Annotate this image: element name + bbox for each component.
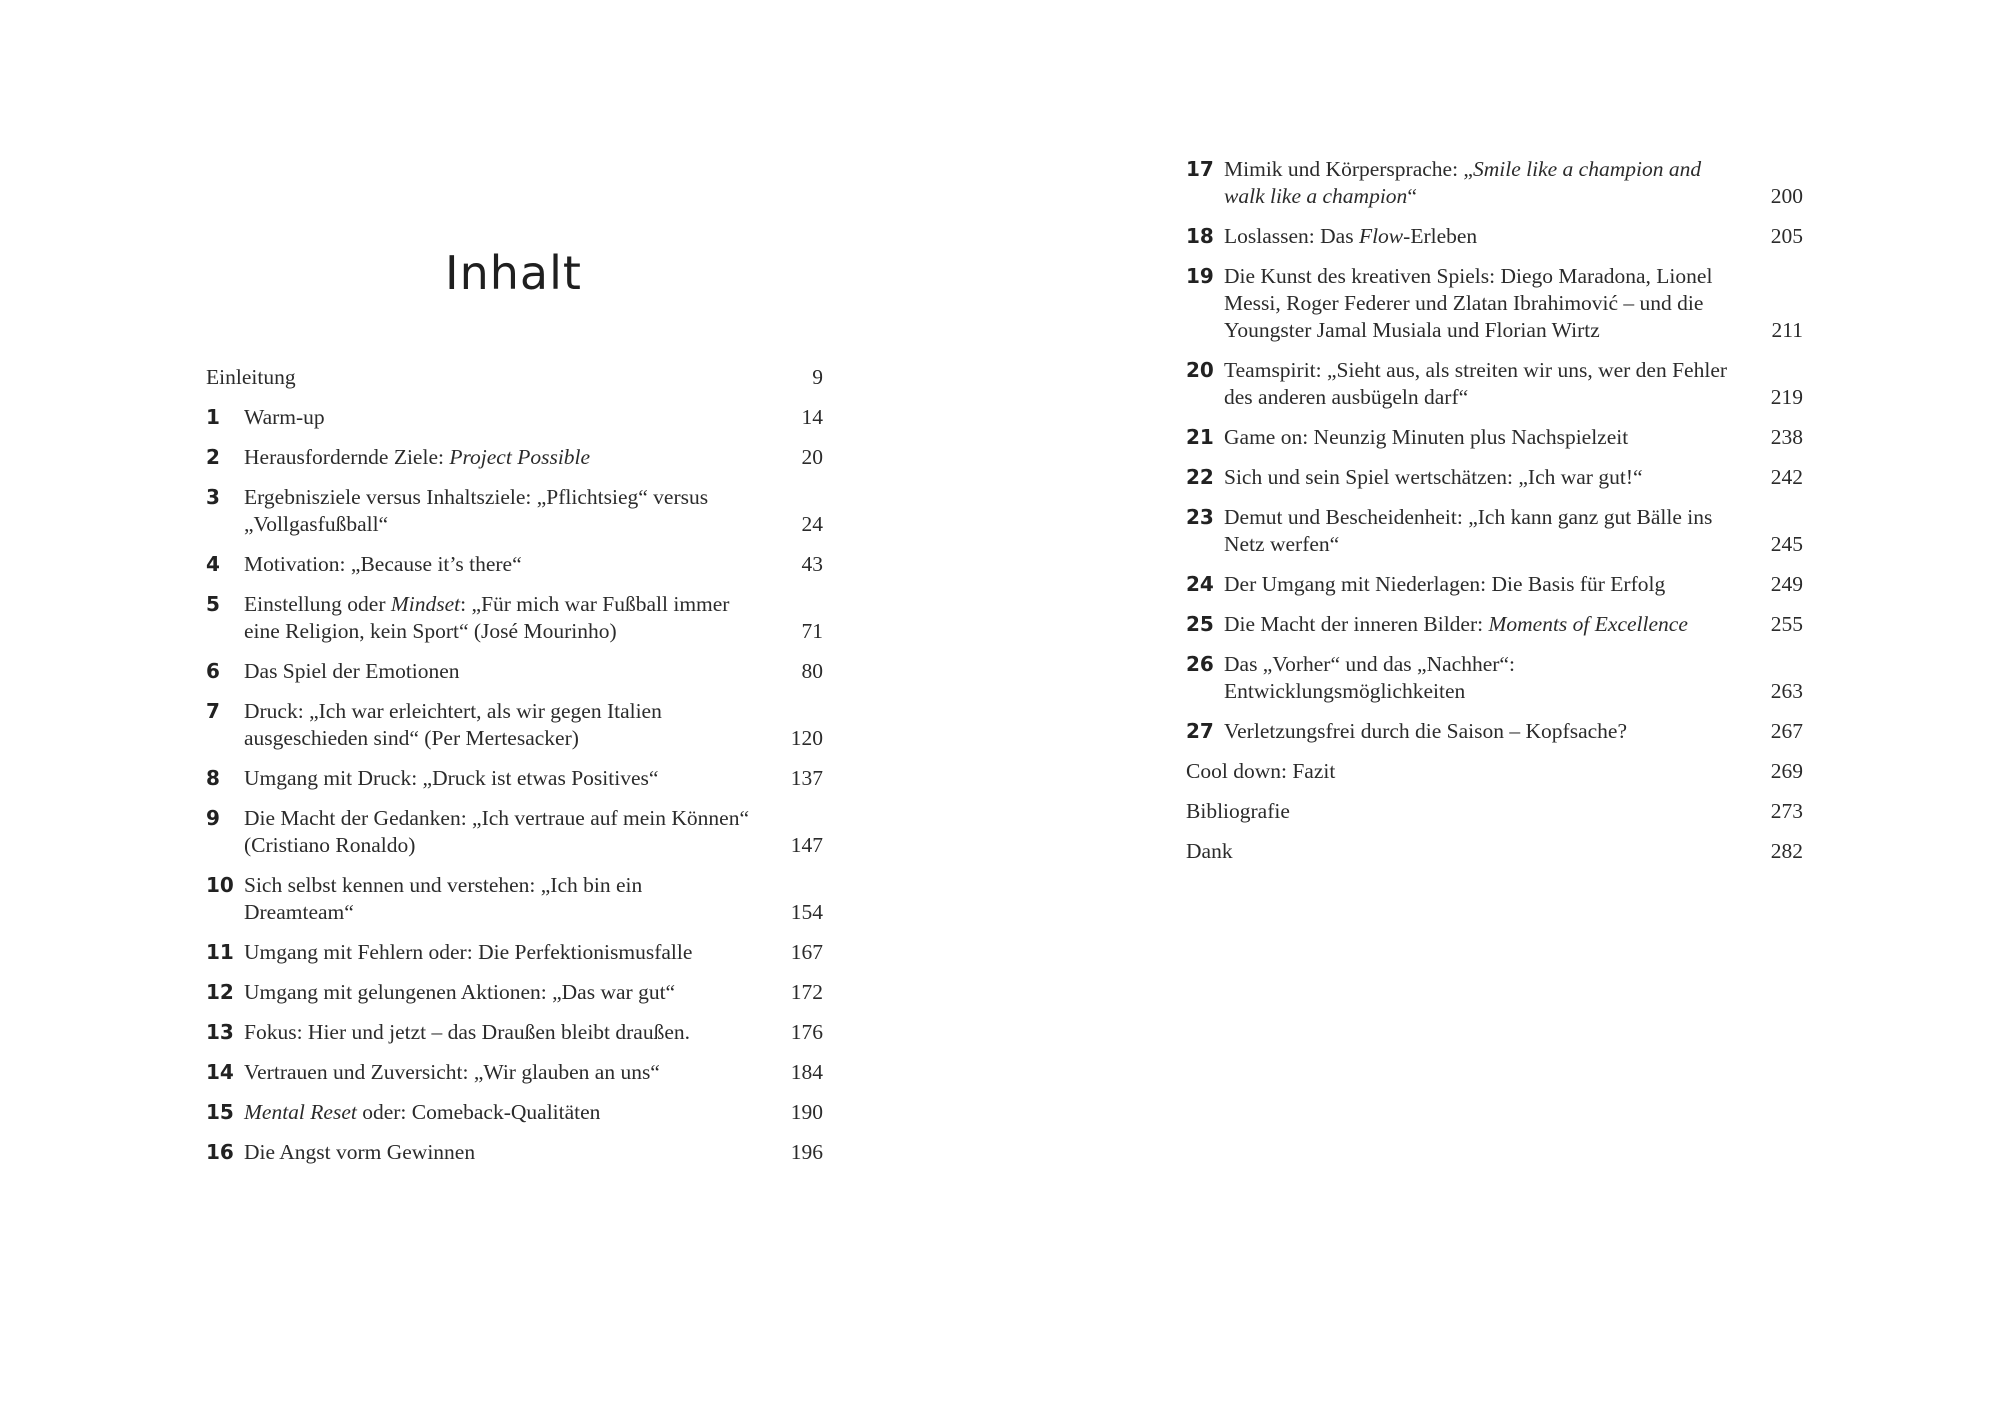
toc-entry — [1186, 651, 1803, 705]
chapter-title — [244, 872, 753, 926]
chapter-title-part: Das „Vorher“ und das „Nachher“: Entwicklungsmöglichkeiten — [1224, 652, 1515, 703]
chapter-title-part: Demut und Bescheidenheit: „Ich kann ganz gut Bälle ins Netz werfen“ — [1224, 505, 1713, 556]
toc-entry — [1186, 357, 1803, 411]
chapter-number: 23 — [1186, 505, 1214, 529]
chapter-number: 17 — [1186, 157, 1214, 181]
toc-right-column — [1186, 156, 1803, 878]
chapter-title — [244, 484, 753, 538]
chapter-number: 4 — [206, 552, 220, 576]
toc-entry — [1186, 156, 1803, 210]
chapter-title-part: Mimik und Körpersprache: „ — [1224, 157, 1473, 181]
chapter-number: 11 — [206, 940, 234, 964]
chapter-number: 25 — [1186, 612, 1214, 636]
chapter-title — [1224, 571, 1733, 598]
chapter-title-part: Smile like a champion and walk like a champion — [1224, 157, 1702, 208]
chapter-number: 8 — [206, 766, 220, 790]
chapter-number: 26 — [1186, 652, 1214, 676]
toc-entry — [206, 872, 823, 926]
page-number: 190 — [790, 1100, 823, 1124]
chapter-number: 13 — [206, 1020, 234, 1044]
toc-entry — [1186, 838, 1803, 865]
chapter-title-part: Motivation: „Because it’s there“ — [244, 552, 522, 576]
page-number: 43 — [801, 552, 823, 576]
chapter-title-part: Game on: Neunzig Minuten plus Nachspielzeit — [1224, 425, 1629, 449]
chapter-title — [244, 765, 753, 792]
chapter-title-part: Die Angst vorm Gewinnen — [244, 1140, 476, 1164]
page-number: 20 — [801, 445, 823, 469]
chapter-title — [206, 364, 753, 391]
page-number: 14 — [801, 405, 823, 429]
chapter-title-part: Die Kunst des kreativen Spiels: Diego Maradona, Lionel Messi, Roger Federer und Zlatan Ibrahimović – und die Youngster Jamal Musiala und Florian Wirtz — [1224, 264, 1713, 342]
toc-entry — [206, 805, 823, 859]
chapter-title — [1224, 263, 1733, 344]
toc-left-column — [206, 364, 823, 1179]
page-number: 200 — [1770, 184, 1803, 208]
toc-entry — [1186, 571, 1803, 598]
chapter-title-part: Umgang mit Druck: „Druck ist etwas Positives“ — [244, 766, 659, 790]
chapter-title-part: Umgang mit gelungenen Aktionen: „Das war gut“ — [244, 980, 676, 1004]
chapter-title — [1224, 651, 1733, 705]
chapter-title-part: oder: Comeback-Qualitäten — [356, 1100, 601, 1124]
chapter-title — [1224, 504, 1733, 558]
page-number: 211 — [1771, 318, 1803, 342]
chapter-title-part: Flow — [1358, 224, 1404, 248]
chapter-title-part: Warm-up — [244, 405, 325, 429]
chapter-title — [1224, 357, 1733, 411]
page-number: 172 — [790, 980, 823, 1004]
chapter-title-part: Fokus: Hier und jetzt – das Draußen bleibt draußen. — [244, 1020, 691, 1044]
toc-entry — [206, 1059, 823, 1086]
chapter-title-part: Loslassen: Das — [1224, 224, 1359, 248]
toc-entry — [1186, 424, 1803, 451]
chapter-title-part: Project Possible — [449, 445, 591, 469]
chapter-title-part: “ — [1407, 184, 1417, 208]
page-number: 238 — [1770, 425, 1803, 449]
toc-entry — [206, 765, 823, 792]
page-number: 249 — [1770, 572, 1803, 596]
chapter-title-part: Die Macht der Gedanken: „Ich vertraue auf mein Können“ (Cristiano Ronaldo) — [244, 806, 750, 857]
chapter-number: 1 — [206, 405, 220, 429]
chapter-title-part: Sich und sein Spiel wertschätzen: „Ich war gut!“ — [1224, 465, 1643, 489]
chapter-title — [1186, 838, 1733, 865]
chapter-title — [1224, 718, 1733, 745]
page-number: 120 — [790, 726, 823, 750]
page-number: 80 — [801, 659, 823, 683]
chapter-title — [244, 698, 753, 752]
chapter-title-part: Die Macht der inneren Bilder: — [1224, 612, 1489, 636]
toc-entry — [206, 364, 823, 391]
chapter-title-part: Umgang mit Fehlern oder: Die Perfektionismusfalle — [244, 940, 693, 964]
page-number: 242 — [1770, 465, 1803, 489]
chapter-number: 14 — [206, 1060, 234, 1084]
page-number: 282 — [1770, 839, 1803, 863]
page-number: 184 — [790, 1060, 823, 1084]
toc-entry — [1186, 263, 1803, 344]
chapter-title-part: Moments of Excellence — [1488, 612, 1688, 636]
chapter-title-part: -Erleben — [1403, 224, 1478, 248]
toc-entry — [1186, 611, 1803, 638]
chapter-title-part: Druck: „Ich war erleichtert, als wir gegen Italien ausgeschieden sind“ (Per Mertesacker) — [244, 699, 662, 750]
chapter-title-part: Sich selbst kennen und verstehen: „Ich bin ein Dreamteam“ — [244, 873, 643, 924]
page-number: 196 — [790, 1140, 823, 1164]
chapter-number: 10 — [206, 873, 234, 897]
toc-entry — [206, 1099, 823, 1126]
chapter-title-part: Bibliografie — [1186, 799, 1290, 823]
toc-entry — [206, 1139, 823, 1166]
chapter-title-part: Der Umgang mit Niederlagen: Die Basis für Erfolg — [1224, 572, 1666, 596]
chapter-title-part: Einleitung — [206, 365, 296, 389]
toc-entry — [206, 444, 823, 471]
chapter-title — [244, 939, 753, 966]
toc-entry — [206, 698, 823, 752]
chapter-title — [244, 658, 753, 685]
toc-entry — [1186, 223, 1803, 250]
toc-entry — [206, 551, 823, 578]
chapter-number: 7 — [206, 699, 220, 723]
page-number: 267 — [1770, 719, 1803, 743]
chapter-title — [244, 1139, 753, 1166]
chapter-title — [244, 444, 753, 471]
page-number: 154 — [790, 900, 823, 924]
chapter-number: 21 — [1186, 425, 1214, 449]
chapter-title-part: Verletzungsfrei durch die Saison – Kopfsache? — [1224, 719, 1627, 743]
chapter-title-part: Das Spiel der Emotionen — [244, 659, 460, 683]
chapter-number: 22 — [1186, 465, 1214, 489]
chapter-title — [1186, 758, 1733, 785]
toc-entry — [1186, 464, 1803, 491]
chapter-title-part: Vertrauen und Zuversicht: „Wir glauben an uns“ — [244, 1060, 660, 1084]
chapter-title — [1224, 611, 1733, 638]
chapter-title — [1186, 798, 1733, 825]
chapter-title-part: Ergebnisziele versus Inhaltsziele: „Pflichtsieg“ versus „Vollgasfußball“ — [244, 485, 709, 536]
chapter-title — [1224, 464, 1733, 491]
page-number: 167 — [790, 940, 823, 964]
chapter-title — [1224, 223, 1733, 250]
page-number: 137 — [790, 766, 823, 790]
chapter-title — [1224, 424, 1733, 451]
toc-entry — [1186, 504, 1803, 558]
chapter-title — [1224, 156, 1733, 210]
toc-entry — [206, 591, 823, 645]
chapter-number: 16 — [206, 1140, 234, 1164]
toc-entry — [1186, 758, 1803, 785]
page-title: Inhalt — [445, 246, 582, 300]
page-number: 269 — [1770, 759, 1803, 783]
page-number: 273 — [1770, 799, 1803, 823]
chapter-number: 24 — [1186, 572, 1214, 596]
chapter-number: 6 — [206, 659, 220, 683]
page-number: 147 — [790, 833, 823, 857]
page-number: 176 — [790, 1020, 823, 1044]
toc-entry — [206, 484, 823, 538]
chapter-number: 19 — [1186, 264, 1214, 288]
chapter-title — [244, 1099, 753, 1126]
chapter-title-part: Teamspirit: „Sieht aus, als streiten wir uns, wer den Fehler des anderen ausbügeln darf“ — [1224, 358, 1728, 409]
chapter-title — [244, 1019, 753, 1046]
chapter-number: 15 — [206, 1100, 234, 1124]
chapter-number: 2 — [206, 445, 220, 469]
chapter-number: 9 — [206, 806, 220, 830]
chapter-title — [244, 1059, 753, 1086]
chapter-number: 3 — [206, 485, 220, 509]
chapter-number: 27 — [1186, 719, 1214, 743]
chapter-title — [244, 591, 753, 645]
chapter-title-part: Cool down: Fazit — [1186, 759, 1336, 783]
chapter-title-part: : „Für mich war Fußball immer eine Religion, kein Sport“ (José Mourinho) — [244, 592, 730, 643]
toc-entry — [206, 404, 823, 431]
toc-entry — [206, 1019, 823, 1046]
page-number: 255 — [1770, 612, 1803, 636]
chapter-title-part: Einstellung oder — [244, 592, 391, 616]
toc-entry — [1186, 718, 1803, 745]
chapter-title-part: Mental Reset — [244, 1100, 357, 1124]
page-number: 245 — [1770, 532, 1803, 556]
toc-entry — [206, 979, 823, 1006]
chapter-number: 12 — [206, 980, 234, 1004]
chapter-number: 18 — [1186, 224, 1214, 248]
page-number: 71 — [801, 619, 823, 643]
chapter-title — [244, 404, 753, 431]
chapter-title — [244, 979, 753, 1006]
chapter-title-part: Dank — [1186, 839, 1233, 863]
chapter-number: 5 — [206, 592, 220, 616]
toc-entry — [206, 939, 823, 966]
toc-entry — [206, 658, 823, 685]
chapter-title — [244, 551, 753, 578]
chapter-title — [244, 805, 753, 859]
chapter-title-part: Herausfordernde Ziele: — [244, 445, 450, 469]
page-number: 263 — [1770, 679, 1803, 703]
chapter-title-part: Mindset — [390, 592, 461, 616]
toc-entry — [1186, 798, 1803, 825]
page-number: 219 — [1770, 385, 1803, 409]
chapter-number: 20 — [1186, 358, 1214, 382]
page-number: 9 — [812, 365, 823, 389]
page-number: 24 — [801, 512, 823, 536]
page-number: 205 — [1770, 224, 1803, 248]
